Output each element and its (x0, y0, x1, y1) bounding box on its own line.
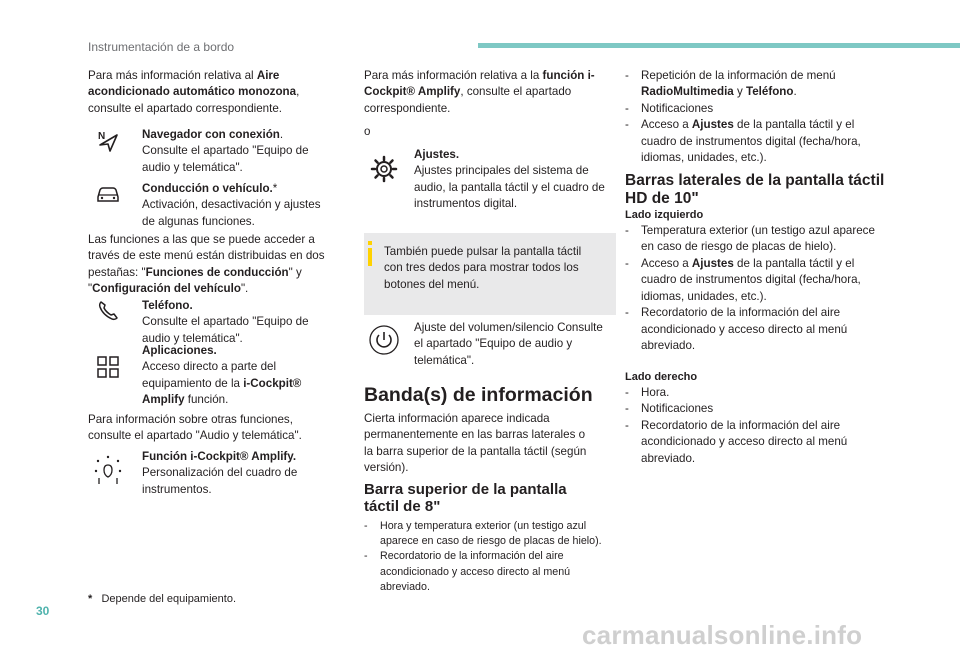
bands-paragraph: Cierta información aparece indicada permanentemente en las barras laterales o la barra superior de la pantalla táctil (según versión). (364, 412, 587, 475)
info-marker-dot (368, 241, 372, 245)
top-bar-list (364, 519, 622, 595)
navigator-entry: N Navegador con conexión. Consulte el apartado "Equipo de audio y telemática". (88, 127, 332, 176)
top-bar-heading: Barra superior de la pantalla táctil de 8" (364, 481, 567, 516)
settings-entry: Ajustes. Ajustes principales del sistema de audio, la pantalla táctil y el cuadro de instrumentos digital. (364, 147, 609, 213)
page-number: 30 (36, 604, 50, 618)
list-item: - Notificaciones (625, 101, 890, 117)
apps-entry: Aplicaciones. Acceso directo a parte del equipamiento de la i-Cockpit® Amplify función. (88, 343, 332, 409)
right-side-label: Lado derecho (625, 371, 698, 383)
amplify-entry: Función i-Cockpit® Amplify. Personalización del cuadro de instrumentos. (88, 449, 332, 498)
gear-icon (364, 155, 404, 191)
driving-entry: Conducción o vehículo.* Activación, desactivación y ajustes de algunas funciones. (88, 181, 332, 230)
tip-note-box (364, 233, 616, 315)
phone-icon (88, 298, 128, 334)
navigation-arrow-icon (88, 127, 128, 163)
apps-grid-icon (88, 355, 128, 391)
tabs-paragraph: Las funciones a las que se puede acceder a través de este menú están distribuidas en dos pestañas: "Funciones de conducción" y "Configuración del vehículo". (88, 233, 325, 296)
volume-entry: Ajuste del volumen/silencio Consulte el apartado "Equipo de audio y telemática". (364, 320, 604, 369)
list-item: - Recordatorio de la información del aire acondicionado y acceso directo al menú abreviado. (364, 549, 622, 595)
side-bars-heading: Barras laterales de la pantalla táctil HD de 10" (625, 172, 885, 207)
phone-entry: Teléfono. Consulte el apartado "Equipo de audio y telemática". (88, 298, 332, 347)
bands-heading: Banda(s) de información (364, 384, 593, 406)
menu-list (625, 68, 890, 167)
amplify-icon (88, 453, 128, 489)
or-text: o (364, 125, 371, 138)
left-side-label: Lado izquierdo (625, 209, 704, 221)
header-accent-bar (478, 43, 960, 48)
right-side-list (625, 385, 890, 467)
list-item: - Repetición de la información de menú RadioMultimedia y Teléfono. (625, 68, 890, 101)
footnote: * Depende del equipamiento. (88, 593, 236, 605)
list-item: - Recordatorio de la información del aire acondicionado y acceso directo al menú abreviado. (625, 418, 890, 467)
watermark: carmanualsonline.info (582, 620, 863, 649)
list-item: - Temperatura exterior (un testigo azul aparece en caso de riesgo de placas de hielo). (625, 223, 890, 256)
section-title: Instrumentación de a bordo (88, 40, 235, 54)
list-item: - Notificaciones (625, 401, 890, 417)
list-item: - Hora y temperatura exterior (un testigo azul aparece en caso de riesgo de placas de hielo). (364, 519, 622, 549)
amplify-info-paragraph: Para más información relativa a la función i-Cockpit® Amplify, consulte el apartado correspondiente. (364, 69, 595, 115)
other-functions-paragraph: Para información sobre otras funciones, consulte el apartado "Audio y telemática". (88, 413, 302, 443)
left-side-list (625, 223, 890, 355)
car-icon (88, 181, 128, 217)
tip-note-text: También puede pulsar la pantalla táctil con tres dedos para mostrar todos los botones del menú. (384, 245, 582, 291)
aircon-paragraph: Para más información relativa al Aire acondicionado automático monozona, consulte el apartado correspondiente. (88, 69, 300, 115)
list-item: - Acceso a Ajustes de la pantalla táctil y el cuadro de instrumentos digital (fecha/hora, idiomas, unidades, etc.). (625, 256, 890, 305)
info-marker-bar (368, 248, 372, 266)
list-item: - Hora. (625, 385, 890, 401)
list-item: - Recordatorio de la información del aire acondicionado y acceso directo al menú abreviado. (625, 305, 890, 354)
list-item: - Acceso a Ajustes de la pantalla táctil y el cuadro de instrumentos digital (fecha/hora, idiomas, unidades, etc.). (625, 117, 890, 166)
power-icon (364, 324, 404, 360)
svg-text:N: N (98, 131, 106, 142)
